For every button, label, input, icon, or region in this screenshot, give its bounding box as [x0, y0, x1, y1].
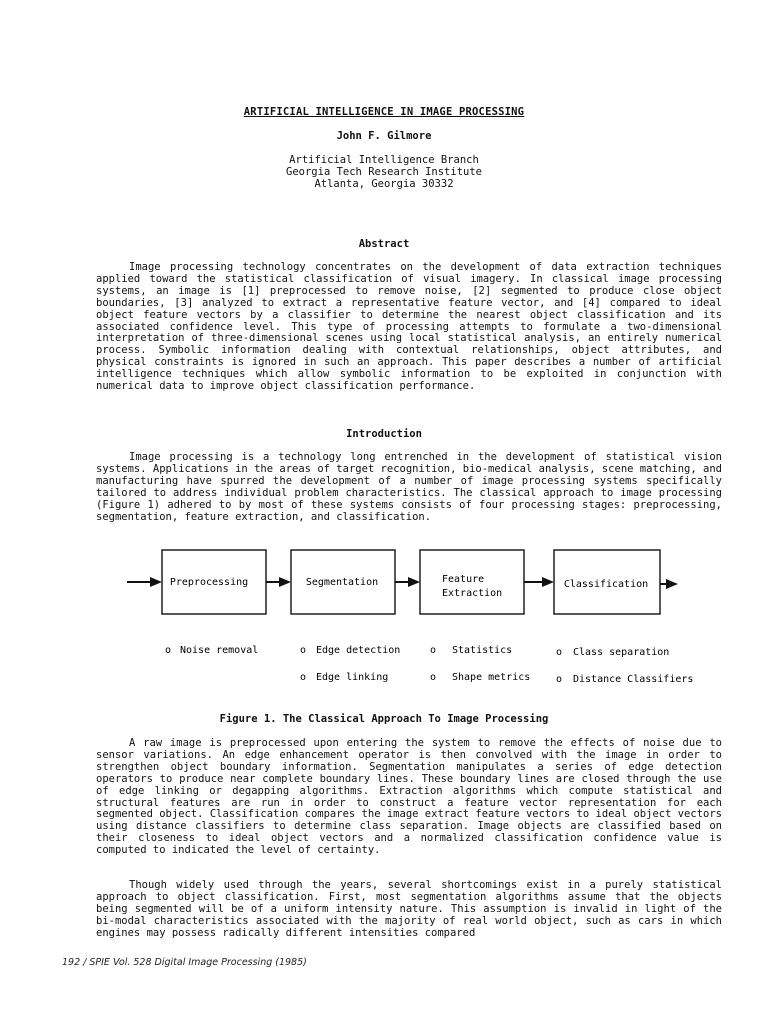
bullet-marker: o	[430, 672, 437, 683]
bullet-marker: o	[556, 647, 563, 658]
bullet-text: Noise removal	[180, 645, 259, 656]
abstract-text: Image processing technology concentrates on the development of data extraction techniques applied toward the statistical classification of visual imagery. In classical image processing systems, an image is [1] preprocessed to remove noise, [2] segmented to produce close object boundaries, [3] analyzed to extract a representative feature vector, and [4] compared to ideal object feature vectors by a classifier to determine the nearest object classification and its associated confidence level. This type of processing attempts to formulate a two-dimensional interpretation of three-dimensional scenes using local statistical analysis, an entirely numerical process. Symbolic information dealing with contextual relationships, object attributes, and physical constraints is ignored in such an approach. This paper describes a number of artificial intelligence techniques which allow symbolic information to be exploited in conjunction with numerical data to improve object classification performance.	[96, 261, 722, 393]
bullet-marker: o	[300, 645, 307, 656]
paper-title: ARTIFICIAL INTELLIGENCE IN IMAGE PROCESSING	[243, 106, 525, 118]
introduction-text: Image processing is a technology long entrenched in the development of statistical vision systems. Applications in the areas of target recognition, bio-medical analysis, scene matching, and manufacturing have spurred the development of a number of image processing systems specifically tailored to address individual problem characteristics. The classical approach to image processing (Figure 1) adhered to by most of these systems consists of four processing stages: preprocessing, segmentation, feature extraction, and classification.	[96, 451, 722, 523]
affiliation-line: Georgia Tech Research Institute	[286, 166, 482, 178]
bullet-text: Shape metrics	[452, 672, 531, 683]
body-paragraph-2: Though widely used through the years, several shortcomings exist in a purely statistical approach to object classification. First, most segmentation algorithms assume that the objects being segmented will be of a uniform intensity nature. This assumption is invalid in light of the bi-modal characteristics associated with the majority of real world object, such as cars in which engines may possess radically different intensities compared	[96, 879, 722, 939]
bullet-text: Statistics	[452, 645, 513, 656]
affiliation-line: Atlanta, Georgia 30332	[314, 178, 454, 190]
stage-label: Classification	[563, 579, 649, 590]
stage-label: Preprocessing	[169, 577, 249, 588]
affiliation-block	[0, 154, 768, 190]
author-name: John F. Gilmore	[336, 130, 432, 142]
bullet-marker: o	[556, 674, 563, 685]
bullet-text: Distance Classifiers	[573, 674, 694, 685]
bullet-marker: o	[430, 645, 437, 656]
arrowhead	[666, 579, 678, 589]
arrowhead	[408, 577, 420, 587]
arrowhead	[150, 577, 162, 587]
figure-caption: Figure 1. The Classical Approach To Image Processing	[219, 713, 549, 725]
bullet-text: Edge detection	[316, 645, 401, 656]
stage-label: Feature	[442, 574, 485, 585]
stage-label: Extraction	[442, 588, 503, 599]
body-paragraph-1: A raw image is preprocessed upon entering the system to remove the effects of noise due to sensor variations. An edge enhancement operator is then convolved with the image in order to strengthen object boundary information. Segmentation manipulates a series of edge detection operators to produce near complete boundary lines. These boundary lines are closed through the use of edge linking or degapping algorithms. Extraction algorithms which compute statistical and structural features are run in order to construct a feature vector representation for each segmented object. Classification compares the image extract feature vectors to ideal object vectors using distance classifiers to determine class separation. Image objects are classified based on their closeness to ideal object vectors and a normalized classification confidence value is computed to indicated the level of certainty.	[96, 737, 722, 857]
bullet-marker: o	[165, 645, 172, 656]
introduction-heading: Introduction	[346, 428, 422, 440]
arrowhead	[279, 577, 291, 587]
classical-approach-diagram	[0, 540, 768, 690]
affiliation-line: Artificial Intelligence Branch	[289, 154, 479, 166]
bullet-text: Edge linking	[316, 672, 389, 683]
bullet-marker: o	[300, 672, 307, 683]
abstract-heading: Abstract	[358, 238, 410, 250]
page-footer: 192 / SPIE Vol. 528 Digital Image Processing (1985)	[62, 957, 307, 968]
bullet-text: Class separation	[573, 647, 670, 658]
stage-label: Segmentation	[305, 577, 379, 588]
arrowhead	[542, 577, 554, 587]
